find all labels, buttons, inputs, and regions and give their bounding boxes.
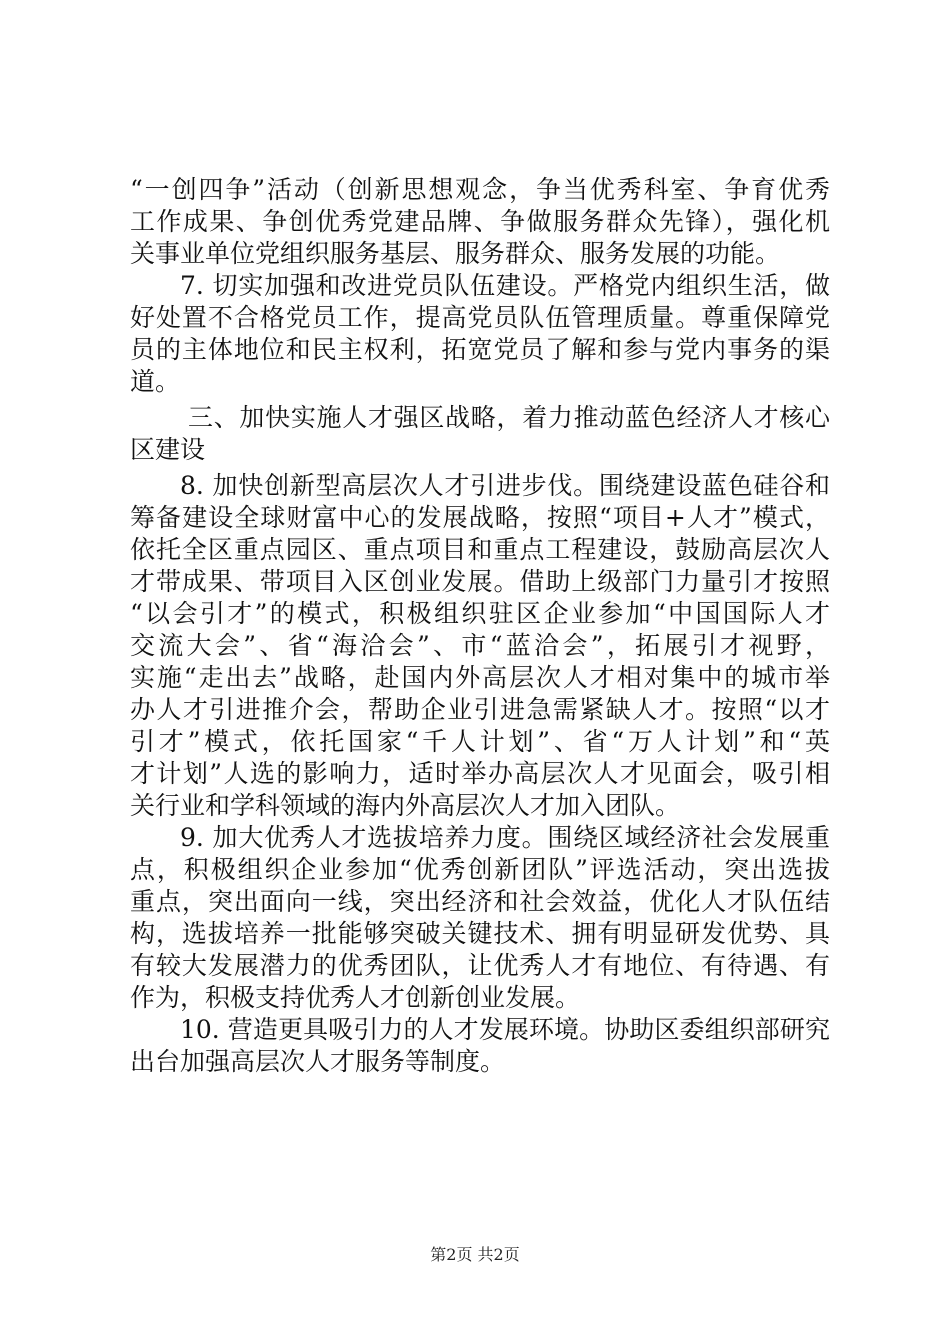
- section-heading-line: 区建设: [130, 435, 206, 464]
- text-line: 点，积极组织企业参加“优秀创新团队”评选活动，突出选拔: [130, 855, 830, 884]
- text-line: 10. 营造更具吸引力的人才发展环境。协助区委组织部研究: [180, 1015, 830, 1044]
- text-line: 有较大发展潜力的优秀团队，让优秀人才有地位、有待遇、有: [130, 951, 830, 980]
- text-line: 作为，积极支持优秀人才创新创业发展。: [130, 983, 581, 1012]
- text-line: 道。: [130, 367, 181, 396]
- text-line: 才带成果、带项目入区创业发展。借助上级部门力量引才按照: [130, 567, 830, 596]
- text-line: 筹备建设全球财富中心的发展战略，按照“项目+人才”模式，: [130, 503, 830, 532]
- text-line: 员的主体地位和民主权利，拓宽党员了解和参与党内事务的渠: [130, 335, 830, 364]
- text-line: “以会引才”的模式，积极组织驻区企业参加“中国国际人才: [130, 599, 830, 628]
- text-line: 关事业单位党组织服务基层、服务群众、服务发展的功能。: [130, 239, 781, 268]
- section-heading-line: 三、加快实施人才强区战略，着力推动蓝色经济人才核心: [188, 403, 830, 432]
- text-line: 依托全区重点园区、重点项目和重点工程建设，鼓励高层次人: [130, 535, 830, 564]
- text-line: 7. 切实加强和改进党员队伍建设。严格党内组织生活，做: [180, 271, 830, 300]
- text-line: “一创四争”活动（创新思想观念，争当优秀科室、争育优秀: [130, 175, 830, 204]
- text-line: 9. 加大优秀人才选拔培养力度。围绕区域经济社会发展重: [180, 823, 830, 852]
- text-line: 办人才引进推介会，帮助企业引进急需紧缺人才。按照“以才: [130, 695, 830, 724]
- page-number-footer: 第2页 共2页: [430, 1245, 520, 1264]
- text-line: 引才”模式，依托国家“千人计划”、省“万人计划”和“英: [130, 727, 830, 756]
- document-body: [130, 174, 830, 1078]
- text-line: 交流大会”、省“海洽会”、市“蓝洽会”，拓展引才视野，: [130, 631, 830, 660]
- text-line: 工作成果、争创优秀党建品牌、争做服务群众先锋），强化机: [130, 207, 830, 236]
- text-line: 关行业和学科领域的海内外高层次人才加入团队。: [130, 791, 681, 820]
- text-line: 8. 加快创新型高层次人才引进步伐。围绕建设蓝色硅谷和: [180, 471, 830, 500]
- text-line: 出台加强高层次人才服务等制度。: [130, 1047, 506, 1076]
- text-line: 构，选拔培养一批能够突破关键技术、拥有明显研发优势、具: [130, 919, 830, 948]
- text-line: 重点，突出面向一线，突出经济和社会效益，优化人才队伍结: [130, 887, 830, 916]
- text-line: 才计划”人选的影响力，适时举办高层次人才见面会，吸引相: [130, 759, 830, 788]
- text-line: 实施“走出去”战略，赴国内外高层次人才相对集中的城市举: [130, 663, 830, 692]
- text-line: 好处置不合格党员工作，提高党员队伍管理质量。尊重保障党: [130, 303, 830, 332]
